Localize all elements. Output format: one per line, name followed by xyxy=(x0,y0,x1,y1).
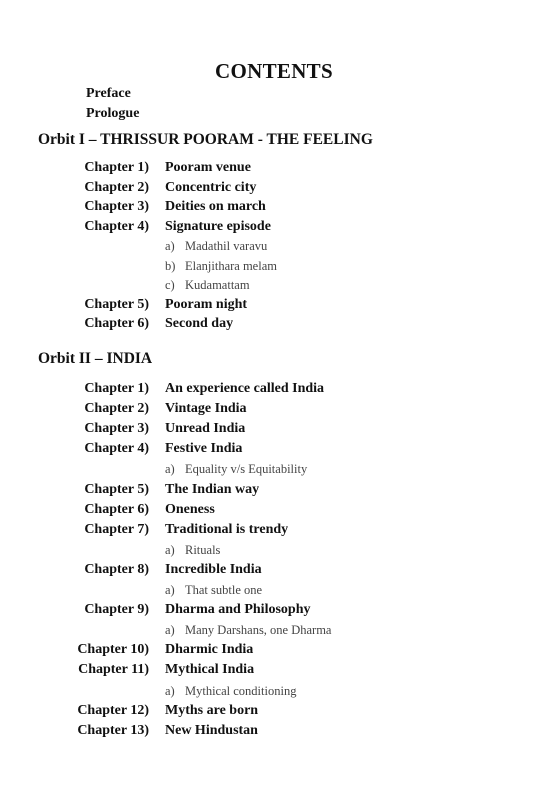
chapter-entry xyxy=(0,160,556,180)
chapter-entry xyxy=(0,401,556,421)
section-entry xyxy=(165,684,296,699)
chapter-entry xyxy=(0,316,556,336)
chapter-number: Chapter 5) xyxy=(84,481,149,497)
chapter-entry xyxy=(0,522,556,542)
section-entry xyxy=(165,278,250,293)
section-entry xyxy=(165,623,331,638)
chapter-number: Chapter 1) xyxy=(84,381,149,396)
chapter-number: Chapter 1) xyxy=(84,160,149,175)
chapter-title: Myths are born xyxy=(165,702,259,718)
chapter-number: Chapter 12) xyxy=(77,702,149,718)
chapter-entry xyxy=(0,562,556,582)
section-title: Rituals xyxy=(185,542,221,557)
chapter-title: Signature episode xyxy=(165,218,271,234)
section-entry xyxy=(165,239,267,254)
chapter-entry xyxy=(0,199,556,219)
section-title: Elanjithara melam xyxy=(185,258,277,273)
section-letter: b) xyxy=(165,258,176,273)
chapter-title: Concentric city xyxy=(165,179,257,195)
chapter-title: Incredible India xyxy=(165,561,262,577)
section-letter: c) xyxy=(165,278,175,292)
chapter-title: Unread India xyxy=(165,421,246,437)
section-entry xyxy=(165,462,307,477)
chapter-entry xyxy=(0,662,556,682)
chapter-title: Oneness xyxy=(165,501,215,517)
section-letter: a) xyxy=(165,623,175,638)
section-title: That subtle one xyxy=(185,583,263,597)
chapter-entry xyxy=(0,482,556,502)
chapter-entry xyxy=(0,642,556,662)
chapter-title: Festive India xyxy=(165,441,243,457)
chapter-title: Pooram venue xyxy=(165,160,251,175)
chapter-entry xyxy=(0,502,556,522)
section-entry xyxy=(165,259,277,274)
chapter-title: The Indian way xyxy=(165,481,260,497)
section-title: Kudamattam xyxy=(185,278,250,292)
front-matter-item: Preface xyxy=(86,86,131,101)
page-title: CONTENTS xyxy=(215,59,333,83)
chapter-number: Chapter 8) xyxy=(84,561,149,577)
section-entry xyxy=(165,543,220,558)
section-title: Madathil varavu xyxy=(185,239,268,253)
orbit-heading: Orbit I – THRISSUR POORAM - THE FEELING xyxy=(38,131,373,148)
chapter-title: Dharma and Philosophy xyxy=(165,602,311,618)
chapter-entry xyxy=(0,297,556,317)
section-letter: a) xyxy=(165,239,175,253)
chapter-number: Chapter 13) xyxy=(77,722,149,738)
chapter-number: Chapter 3) xyxy=(84,421,149,437)
chapter-title: Dharmic India xyxy=(165,642,254,658)
chapter-entry xyxy=(0,180,556,200)
chapter-entry xyxy=(0,703,556,723)
section-letter: a) xyxy=(165,683,175,698)
chapter-number: Chapter 6) xyxy=(84,316,149,331)
chapter-number: Chapter 9) xyxy=(84,602,149,618)
chapter-title: Traditional is trendy xyxy=(165,521,289,537)
chapter-number: Chapter 2) xyxy=(84,401,149,417)
chapter-number: Chapter 10) xyxy=(77,642,149,658)
section-letter: a) xyxy=(165,583,175,597)
chapter-title: Mythical India xyxy=(165,662,255,678)
chapter-number: Chapter 4) xyxy=(84,441,149,457)
chapter-entry xyxy=(0,441,556,461)
chapter-entry xyxy=(0,723,556,743)
chapter-entry xyxy=(0,219,556,239)
section-title: Equality v/s Equitability xyxy=(185,462,308,477)
section-title: Many Darshans, one Dharma xyxy=(185,623,332,638)
chapter-number: Chapter 4) xyxy=(84,218,149,234)
front-matter-item: Prologue xyxy=(86,106,140,121)
section-letter: a) xyxy=(165,462,175,477)
chapter-number: Chapter 6) xyxy=(84,501,149,517)
chapter-title: New Hindustan xyxy=(165,722,258,738)
chapter-number: Chapter 7) xyxy=(84,521,149,537)
chapter-entry xyxy=(0,602,556,622)
chapter-title: Second day xyxy=(165,316,234,331)
chapter-number: Chapter 11) xyxy=(78,662,149,678)
chapter-number: Chapter 2) xyxy=(84,179,149,195)
orbit-heading: Orbit II – INDIA xyxy=(38,350,153,367)
section-title: Mythical conditioning xyxy=(185,683,297,698)
chapter-title: An experience called India xyxy=(165,381,325,396)
chapter-title: Pooram night xyxy=(165,296,248,312)
section-entry xyxy=(165,583,262,598)
chapter-title: Vintage India xyxy=(165,401,247,417)
chapter-entry xyxy=(0,421,556,441)
chapter-entry xyxy=(0,381,556,401)
chapter-title: Deities on march xyxy=(165,199,266,214)
section-letter: a) xyxy=(165,542,175,557)
chapter-number: Chapter 3) xyxy=(84,199,149,214)
chapter-number: Chapter 5) xyxy=(84,296,149,312)
